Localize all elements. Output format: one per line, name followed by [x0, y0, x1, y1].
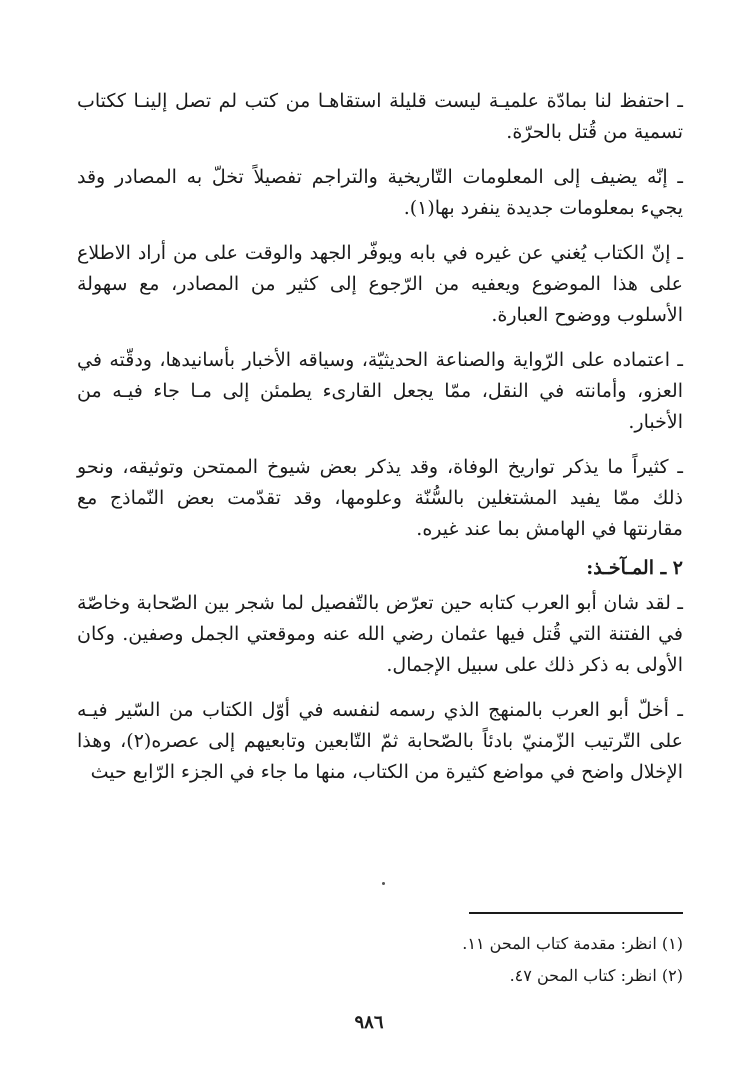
stray-dot [382, 882, 385, 885]
section-paragraph-1: ـ لقد شان أبو العرب كتابه حين تعرّض بالتّفصيل لما شجر بين الصّحابة وخاصّة في الفتنة التي قُتل فيها عثمان رضي الله عنه وموقعتي الجمل وصفين. وكان الأولى به ذكر ذلك على سبيل الإجمال. [77, 592, 683, 676]
footnote-1: (١) انظر: مقدمة كتاب المحن ١١. [462, 934, 683, 953]
footnote-2: (٢) انظر: كتاب المحن ٤٧. [509, 966, 683, 985]
section-heading: ٢ ـ المـآخـذ: [586, 557, 683, 579]
footnote-divider [469, 912, 683, 914]
paragraph-2: ـ إنّه يضيف إلى المعلومات التّاريخية والتراجم تفصيلاً تخلّ به المصادر وقد يجيء بمعلومات جديدة ينفرد بها(١). [77, 166, 683, 219]
paragraph-5: ـ كثيراً ما يذكر تواريخ الوفاة، وقد يذكر بعض شيوخ الممتحن وتوثيقه، ونحو ذلك ممّا يفيد المشتغلين بالسُّنّة وعلومها، وقد تقدّمت بعض النّماذج مع مقارنتها في الهامش بما عند غيره. [77, 456, 683, 540]
paragraph-1: ـ احتفظ لنا بمادّة علميـة ليست قليلة استقاهـا من كتب لم تصل إلينـا ككتاب تسمية من قُتل بالحرّة. [77, 90, 683, 143]
footnotes [183, 928, 683, 992]
paragraph-4: ـ اعتماده على الرّواية والصناعة الحديثيّة، وسياقه الأخبار بأسانيدها، ودقّته في العزو، وأمانته في النقل، ممّا يجعل القارىء يطمئن إلى مـا جاء فيـه من الأخبار. [77, 349, 683, 433]
paragraph-3: ـ إنّ الكتاب يُغني عن غيره في بابه ويوفّر الجهد والوقت على من أراد الاطلاع على هذا الموضوع ويعفيه من الرّجوع إلى كثير من المصادر، مع سهولة الأسلوب ووضوح العبارة. [77, 242, 683, 326]
section-paragraph-2: ـ أخلّ أبو العرب بالمنهج الذي رسمه لنفسه في أوّل الكتاب من السّير فيـه على التّرتيب الزّمنيّ بادئاً بالصّحابة ثمّ التّابعين وتابعيهم إلى عصره(٢)، وهذا الإخلال واضح في مواضع كثيرة من الكتاب، منها ما جاء في الجزء الرّابع حيث [77, 699, 684, 783]
page-number: ٩٨٦ [354, 1012, 384, 1033]
page-body [77, 86, 683, 802]
